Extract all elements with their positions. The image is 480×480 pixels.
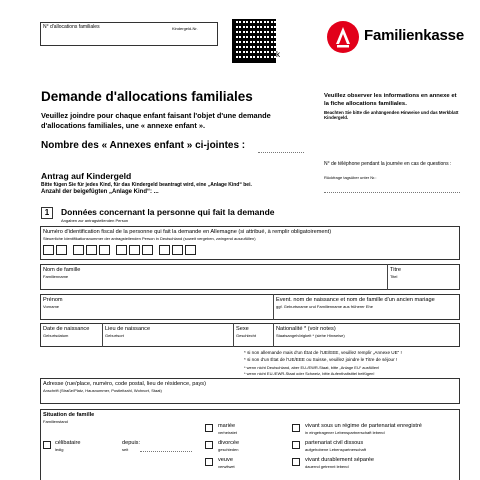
dob-label-de: Geburtsdatum: [43, 333, 69, 338]
tax-id-label-de: Steuerliche Identifikationsnummer der antragstellenden Person in Deutschland (soweit vergeben, zwingend auszufüllen): [43, 236, 256, 241]
partnership-label-de: in eingetragener Lebenspartnerschaft lebend: [305, 430, 385, 435]
divider: [273, 294, 274, 320]
tax-id-label: Numéro d'identification fiscal de la personne qui fait la demande en Allemagne (si attribué, à remplir obligatoirement): [43, 229, 332, 235]
tax-id-digit[interactable]: [116, 245, 127, 255]
last-name-label: Nom de famille: [43, 267, 81, 273]
tax-id-digit[interactable]: [185, 245, 196, 255]
single-label-de: ledig: [55, 447, 64, 452]
annex-count-field[interactable]: [258, 152, 304, 153]
single-label: célibataire: [55, 440, 81, 446]
widow-label: veuve: [218, 457, 233, 463]
nationality-label: Nationalité * (voir notes): [276, 326, 336, 332]
since-label-de: seit: [122, 447, 129, 452]
divorced-label-de: geschieden: [218, 447, 239, 452]
pob-label: Lieu de naissance: [105, 326, 151, 332]
tax-id-digit[interactable]: [86, 245, 97, 255]
widow-checkbox[interactable]: [205, 458, 213, 466]
married-label-de: verheiratet: [218, 430, 237, 435]
notice-de: Beachten Sie bitte die anhängenden Hinweise und das Merkblatt Kindergeld.: [324, 110, 459, 120]
de-count: Anzahl der beigefügten „Anlage Kind“: ...: [41, 189, 159, 195]
partnership-checkbox[interactable]: [292, 424, 300, 432]
dissolved-partnership-checkbox[interactable]: [292, 441, 300, 449]
de-subtext: Bitte fügen Sie für jedes Kind, für das Kindergeld beantragt wird, eine „Anlage Kind“ bei.: [41, 182, 252, 188]
married-checkbox[interactable]: [205, 424, 213, 432]
tax-id-digit[interactable]: [159, 245, 170, 255]
since-date-field[interactable]: [140, 451, 192, 452]
title-subtext: Veuillez joindre pour chaque enfant faisant l'objet d'une demande d'allocations familiales, une « annexe enfant ».: [41, 111, 271, 130]
birth-name-label-de: ggf. Geburtsname und Familienname aus früherer Ehe: [276, 304, 373, 309]
allocation-number-label: N° d'allocations familiales: [43, 24, 100, 30]
section-number-box: 1: [41, 207, 53, 219]
nationality-label-de: Staatsangehörigkeit * (siehe Hinweise): [276, 333, 345, 338]
phone-label-de: Rückfrage tagsüber unter Nr.:: [324, 175, 377, 180]
dissolved-partnership-label-de: aufgehobene Lebenspartnerschaft: [305, 447, 366, 452]
kindergeld-number-label: Kindergeld-Nr.: [172, 26, 198, 31]
address-label-de: Anschrift (Straße/Platz, Hausnummer, Postleitzahl, Wohnort, Staat): [43, 388, 162, 393]
section-title: Données concernant la personne qui fait la demande: [61, 207, 275, 217]
single-checkbox[interactable]: [43, 441, 51, 449]
pob-label-de: Geburtsort: [105, 333, 124, 338]
sex-label-de: Geschlecht: [236, 333, 257, 338]
family-status-subtitle: Familienstand: [43, 419, 68, 424]
tax-id-digit[interactable]: [142, 245, 153, 255]
since-label: depuis:: [122, 440, 141, 446]
nationality-note-1-de: * wenn nicht Deutschland, aber EU-/EWR-Staat, bitte „Anlage EU“ ausfüllen!: [244, 365, 380, 370]
tax-id-digit[interactable]: [73, 245, 84, 255]
divider: [273, 323, 274, 347]
barcode-suffix: k: [276, 50, 280, 59]
address-label: Adresse (rue/place, numéro, code postal, lieu de résidence, pays): [43, 381, 206, 387]
divorced-checkbox[interactable]: [205, 441, 213, 449]
widow-label-de: verwitwet: [218, 464, 235, 469]
tax-id-digit[interactable]: [43, 245, 54, 255]
annex-count-label: Nombre des « Annexes enfant » ci-jointes :: [41, 140, 246, 151]
birth-name-label: Event. nom de naissance et nom de famille d'un ancien mariage: [276, 297, 435, 303]
nationality-note-2-de: * wenn nicht EU-/EWR-Staat oder Schweiz, bitte Aufenthaltstitel beifügen!: [244, 371, 375, 376]
tax-id-digit[interactable]: [129, 245, 140, 255]
federal-eagle-logo-icon: [326, 20, 360, 54]
divider: [102, 323, 103, 347]
married-label: mariée: [218, 423, 236, 429]
title-field-label: Titre: [390, 267, 401, 273]
last-name-label-de: Familienname: [43, 274, 69, 279]
section-subtitle: Angaben zur antragstellenden Person: [61, 218, 129, 223]
partnership-label: vivant sous un régime de partenariat enregistré: [305, 423, 422, 429]
divider: [233, 323, 234, 347]
dissolved-partnership-label: partenariat civil dissous: [305, 440, 364, 446]
nationality-note-2: * si non d'un État de l'UE/EEE ou Suisse, veuillez joindre le Titre de séjour !: [244, 357, 398, 362]
notice-fr: Veuillez observer les informations en annexe et la fiche allocations familiales.: [324, 93, 457, 107]
first-name-label: Prénom: [43, 297, 63, 303]
de-title: Antrag auf Kindergeld: [41, 171, 132, 181]
divider: [387, 264, 388, 290]
logo-text: Familienkasse: [364, 27, 464, 44]
tax-id-digit[interactable]: [99, 245, 110, 255]
dob-label: Date de naissance: [43, 326, 90, 332]
nationality-note-1: * si non allemande mais d'un État de l'UE/EEE, veuillez remplir „Annexe UE“ !: [244, 350, 402, 355]
separated-checkbox[interactable]: [292, 458, 300, 466]
sex-label: Sexe: [236, 326, 249, 332]
page-title: Demande d'allocations familiales: [41, 89, 253, 104]
phone-label-fr: N° de téléphone pendant la journée en cas de questions :: [324, 161, 452, 167]
divorced-label: divorcée: [218, 440, 240, 446]
family-status-box: [40, 409, 460, 480]
separated-label-de: dauernd getrennt lebend: [305, 464, 349, 469]
title-field-label-de: Titel: [390, 274, 398, 279]
tax-id-digit[interactable]: [172, 245, 183, 255]
family-status-title: Situation de famille: [43, 412, 95, 418]
datamatrix-code: [232, 19, 276, 63]
first-name-label-de: Vorname: [43, 304, 60, 309]
tax-id-digit[interactable]: [56, 245, 67, 255]
phone-field[interactable]: [324, 192, 460, 193]
separated-label: vivant durablement séparée: [305, 457, 375, 463]
